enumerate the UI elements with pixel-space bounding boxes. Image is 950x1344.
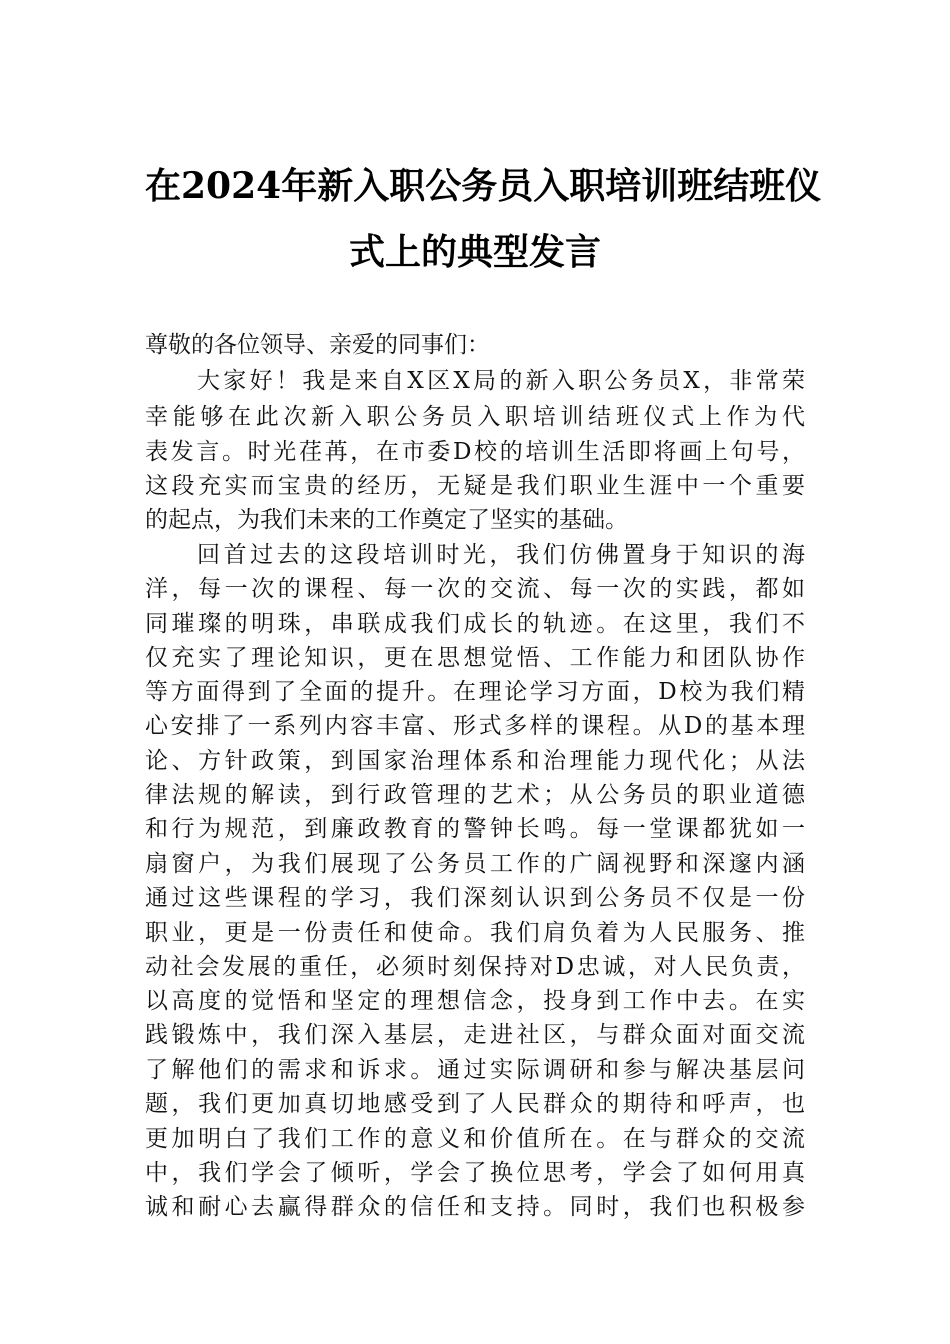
body-line: 回首过去的这段培训时光，我们仿佛置身于知识的海 [197, 542, 805, 568]
body-line: 更加明白了我们工作的意义和价值所在。在与群众的交流 [145, 1126, 805, 1152]
body-line: 心安排了一系列内容丰富、形式多样的课程。从D的基本理 [145, 713, 805, 739]
body-line: 诚和耐心去赢得群众的信任和支持。同时，我们也积极参 [145, 1194, 805, 1220]
body-line: 同璀璨的明珠，串联成我们成长的轨迹。在这里，我们不 [145, 611, 805, 637]
body-line: 律法规的解读，到行政管理的艺术；从公务员的职业道德 [145, 782, 805, 808]
body-line: 的起点，为我们未来的工作奠定了坚实的基础。 [145, 507, 628, 533]
body-line: 等方面得到了全面的提升。在理论学习方面，D校为我们精 [145, 679, 805, 705]
body-line: 通过这些课程的学习，我们深刻认识到公务员不仅是一份 [145, 885, 805, 911]
body-line: 职业，更是一份责任和使命。我们肩负着为人民服务、推 [145, 920, 805, 946]
body-line: 和行为规范，到廉政教育的警钟长鸣。每一堂课都犹如一 [145, 816, 805, 842]
salutation: 尊敬的各位领导、亲爱的同事们： [145, 332, 490, 358]
body-line: 践锻炼中，我们深入基层，走进社区，与群众面对面交流 [145, 1022, 805, 1048]
body-line: 动社会发展的重任，必须时刻保持对D忠诚，对人民负责， [145, 954, 805, 980]
document-title-line-2: 式上的典型发言 [348, 231, 601, 273]
document-title-line-1: 在2024年新入职公务员入职培训班结班仪 [145, 165, 822, 207]
body-line: 大家好！我是来自X区X局的新入职公务员X，非常荣 [197, 368, 805, 394]
body-line: 仅充实了理论知识，更在思想觉悟、工作能力和团队协作 [145, 645, 805, 671]
body-line: 这段充实而宝贵的经历，无疑是我们职业生涯中一个重要 [145, 473, 805, 499]
body-line: 中，我们学会了倾听，学会了换位思考，学会了如何用真 [145, 1160, 805, 1186]
body-line: 洋，每一次的课程、每一次的交流、每一次的实践，都如 [145, 576, 805, 602]
body-line: 题，我们更加真切地感受到了人民群众的期待和呼声，也 [145, 1091, 805, 1117]
body-line: 幸能够在此次新入职公务员入职培训结班仪式上作为代 [145, 404, 805, 430]
body-line: 以高度的觉悟和坚定的理想信念，投身到工作中去。在实 [145, 988, 805, 1014]
body-line: 了解他们的需求和诉求。通过实际调研和参与解决基层问 [145, 1057, 805, 1083]
body-line: 扇窗户，为我们展现了公务员工作的广阔视野和深邃内涵 [145, 851, 805, 877]
body-line: 表发言。时光荏苒，在市委D校的培训生活即将画上句号， [145, 439, 805, 465]
body-line: 论、方针政策，到国家治理体系和治理能力现代化；从法 [145, 748, 805, 774]
